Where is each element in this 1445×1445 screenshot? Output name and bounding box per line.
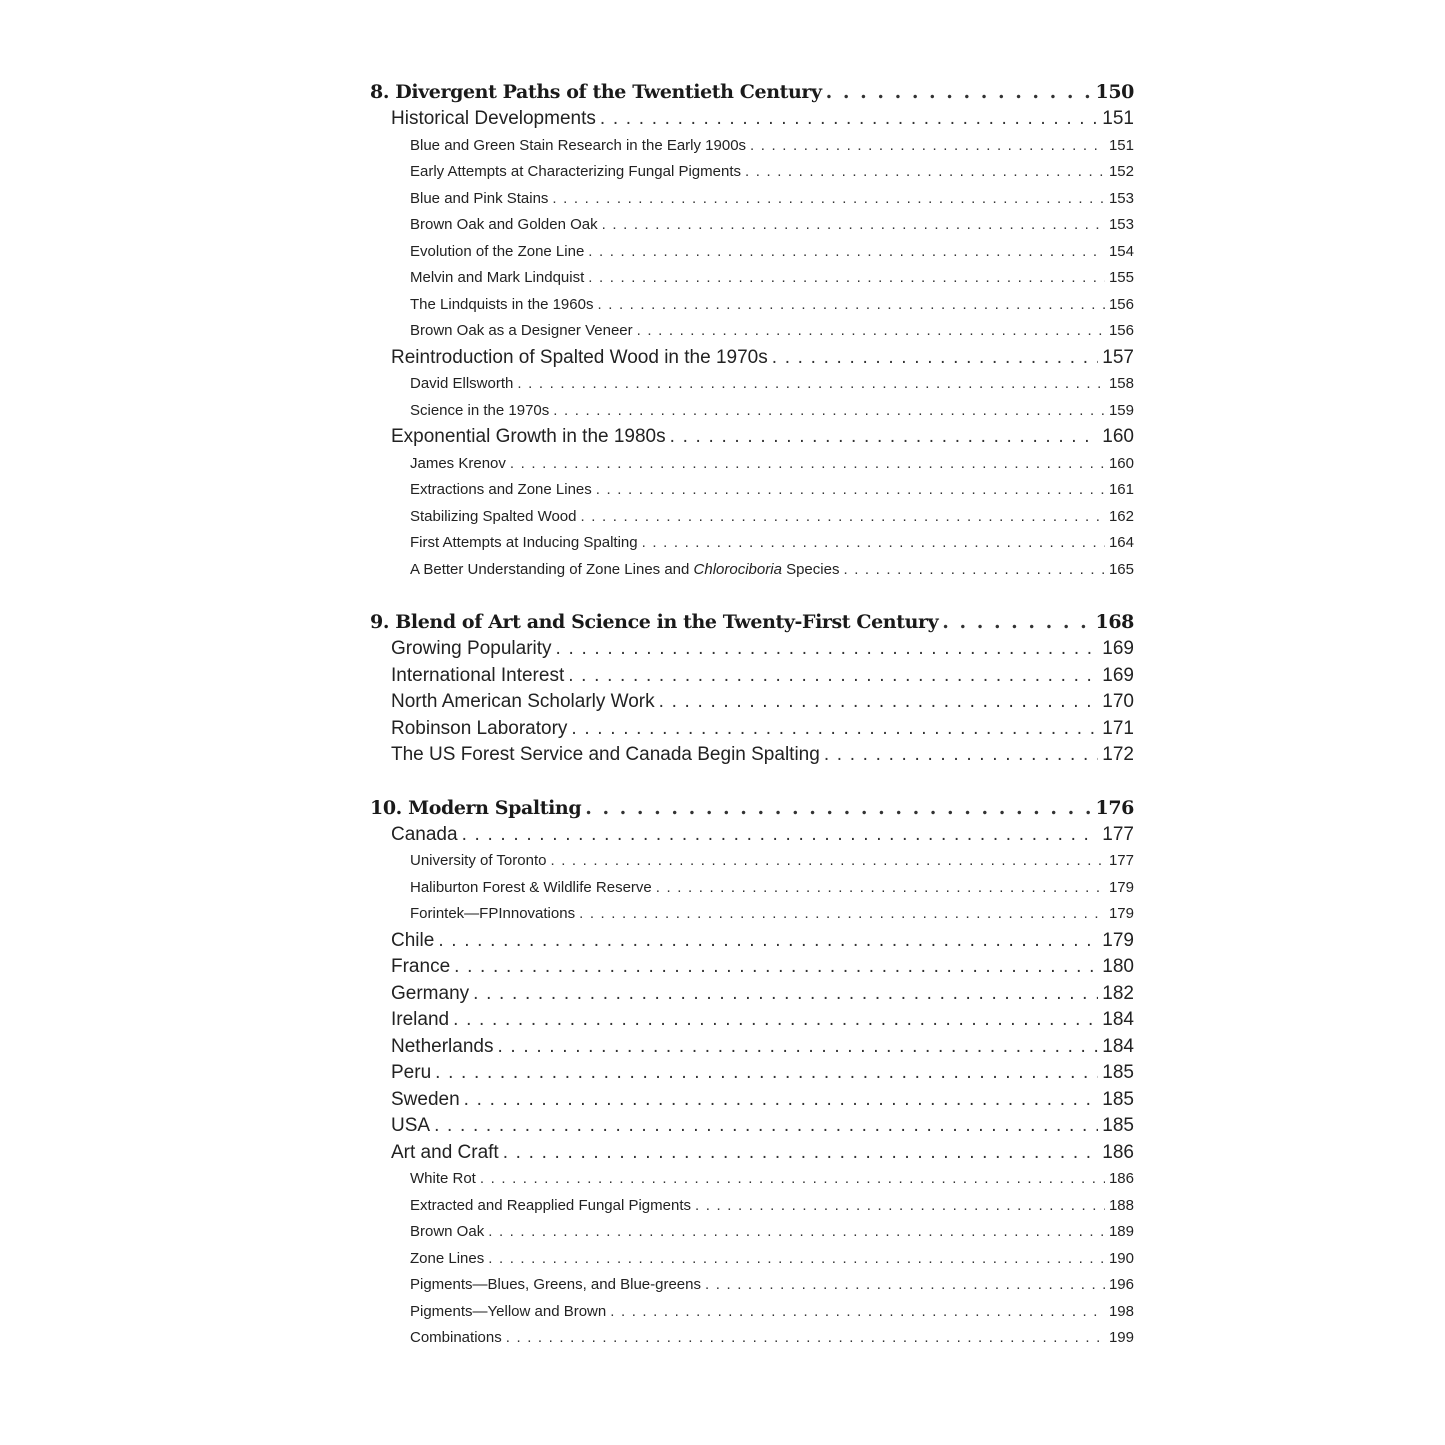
toc-entry-title-text: Reintroduction of Spalted Wood in the 1970s (391, 346, 768, 368)
toc-page-number: 172 (1102, 744, 1134, 765)
toc-entry-title-text: France (391, 956, 451, 977)
toc-entry-title (410, 451, 510, 478)
toc-entry-title (391, 1034, 497, 1061)
toc-page-number: 170 (1102, 691, 1134, 712)
toc-entry-title (410, 292, 597, 319)
toc-section-entry[interactable] (370, 1060, 1134, 1087)
dot-leader (745, 159, 1105, 186)
dot-leader (705, 1272, 1105, 1299)
toc-entry-title-suffix: Species (781, 560, 840, 578)
table-of-contents (370, 79, 1134, 1352)
toc-entry-title (410, 133, 750, 160)
toc-entry-title-text: Sweden (391, 1088, 460, 1110)
toc-sub-entry[interactable] (370, 530, 1134, 557)
toc-page-number: 168 (1095, 611, 1134, 633)
toc-entry-title-text: James Krenov (410, 454, 506, 472)
toc-section-entry[interactable] (370, 981, 1134, 1008)
toc-page-number: 169 (1102, 638, 1134, 659)
toc-chapter-entry[interactable] (370, 795, 1134, 822)
toc-page-number: 196 (1108, 1276, 1134, 1293)
toc-section-entry[interactable] (370, 663, 1134, 690)
toc-entry-title-text: Combinations (410, 1329, 502, 1346)
toc-sub-entry[interactable] (370, 451, 1134, 478)
toc-entry-title-text: Netherlands (391, 1035, 494, 1057)
toc-section-entry[interactable] (370, 742, 1134, 769)
toc-entry-title-text: Science in the 1970s (410, 401, 550, 419)
toc-entry-title-text: International Interest (391, 664, 565, 686)
toc-entry-title-text: USA (391, 1115, 431, 1136)
toc-entry-title (410, 1166, 480, 1193)
dot-leader (453, 1007, 1098, 1034)
toc-sub-entry[interactable] (370, 875, 1134, 902)
dot-leader (610, 1299, 1105, 1326)
toc-sub-entry[interactable] (370, 848, 1134, 875)
dot-leader (510, 451, 1105, 478)
toc-sub-entry[interactable] (370, 371, 1134, 398)
toc-sub-entry[interactable] (370, 212, 1134, 239)
toc-entry-title-text: Pigments—Yellow and Brown (410, 1302, 607, 1320)
toc-entry-title-text: First Attempts at Inducing Spalting (410, 534, 638, 551)
toc-entry-title (410, 1246, 488, 1273)
toc-entry-title-text: Historical Developments (391, 108, 596, 129)
toc-entry-title-text: Forintek—FPInnovations (410, 905, 576, 922)
toc-page-number: 154 (1108, 242, 1134, 260)
toc-entry-title-text: Germany (391, 982, 470, 1004)
toc-entry-title (391, 345, 772, 372)
toc-entry-title (410, 477, 596, 504)
toc-section-entry[interactable] (370, 1034, 1134, 1061)
toc-page-number: 176 (1095, 796, 1134, 819)
dot-leader (600, 106, 1098, 133)
toc-sub-entry[interactable] (370, 398, 1134, 425)
toc-page-number: 199 (1108, 1329, 1134, 1346)
toc-sub-entry[interactable] (370, 186, 1134, 213)
dot-leader (434, 1113, 1098, 1140)
dot-leader (596, 477, 1105, 504)
toc-entry-title-text: Canada (391, 823, 458, 845)
toc-entry-title (410, 265, 588, 292)
toc-page-number: 184 (1102, 1009, 1134, 1030)
toc-spacer (370, 769, 1134, 795)
toc-entry-title-text: 10. Modern Spalting (370, 796, 582, 819)
toc-sub-entry[interactable] (370, 1246, 1134, 1273)
toc-entry-title-text: 9. Blend of Art and Science in the Twenty-First Century (370, 611, 939, 633)
toc-sub-entry[interactable] (370, 1219, 1134, 1246)
dot-leader (942, 609, 1091, 636)
toc-sub-entry[interactable] (370, 1272, 1134, 1299)
toc-chapter-entry[interactable] (370, 609, 1134, 636)
toc-page-number: 184 (1102, 1035, 1134, 1057)
toc-entry-title (410, 1325, 506, 1352)
dot-leader (550, 848, 1105, 875)
dot-leader (462, 822, 1099, 849)
toc-entry-title (410, 1299, 610, 1326)
toc-page-number: 198 (1108, 1302, 1134, 1320)
toc-entry-title-text: Exponential Growth in the 1980s (391, 426, 666, 447)
toc-entry-title-text: Chile (391, 929, 435, 951)
dot-leader (568, 663, 1098, 690)
toc-page-number: 164 (1108, 534, 1134, 551)
toc-entry-title (410, 504, 581, 531)
dot-leader (503, 1140, 1099, 1167)
toc-entry-title (410, 530, 642, 557)
toc-page-number: 153 (1108, 189, 1134, 207)
toc-entry-title (391, 822, 462, 849)
toc-sub-entry[interactable] (370, 318, 1134, 345)
toc-entry-title (391, 981, 473, 1008)
toc-entry-title (370, 795, 585, 822)
toc-entry-title-text: Peru (391, 1062, 432, 1083)
toc-page-number: 156 (1108, 295, 1134, 313)
toc-page-number: 186 (1102, 1141, 1134, 1163)
toc-page-number: 188 (1108, 1196, 1134, 1214)
toc-sub-entry[interactable] (370, 133, 1134, 160)
toc-entry-title (391, 928, 438, 955)
toc-page-number: 158 (1108, 375, 1134, 392)
toc-page-number: 186 (1108, 1170, 1134, 1187)
toc-sub-entry[interactable] (370, 239, 1134, 266)
toc-entry-title-text: Brown Oak as a Designer Veneer (410, 322, 633, 339)
toc-entry-title (410, 557, 843, 584)
toc-entry-title-text: Blue and Pink Stains (410, 189, 549, 207)
dot-leader (552, 186, 1105, 213)
toc-entry-title (391, 689, 659, 716)
toc-entry-title-text: White Rot (410, 1170, 476, 1187)
dot-leader (553, 398, 1105, 425)
toc-entry-title (391, 1007, 453, 1034)
toc-entry-title (410, 318, 637, 345)
dot-leader (556, 636, 1099, 663)
toc-page-number: 171 (1102, 717, 1134, 739)
toc-entry-title (370, 79, 826, 106)
dot-leader (588, 239, 1105, 266)
dot-leader (497, 1034, 1098, 1061)
toc-section-entry[interactable] (370, 822, 1134, 849)
toc-entry-title-text: Brown Oak and Golden Oak (410, 216, 598, 233)
toc-entry-title (410, 875, 656, 902)
toc-entry-title (391, 1060, 435, 1087)
toc-entry-title-italic: Chlorociboria (693, 560, 782, 578)
toc-entry-title (410, 1193, 695, 1220)
toc-page-number: 179 (1102, 929, 1134, 951)
toc-entry-title-text: Haliburton Forest & Wildlife Reserve (410, 878, 652, 896)
toc-entry-title (391, 636, 556, 663)
toc-entry-title (410, 1219, 488, 1246)
toc-entry-title (410, 371, 517, 398)
toc-section-entry[interactable] (370, 1007, 1134, 1034)
toc-page-number: 156 (1108, 322, 1134, 339)
toc-page-number: 179 (1108, 878, 1134, 896)
toc-entry-title (391, 663, 568, 690)
toc-entry-title (410, 159, 745, 186)
toc-entry-title-text: Brown Oak (410, 1223, 485, 1240)
dot-leader (488, 1219, 1105, 1246)
toc-section-entry[interactable] (370, 424, 1134, 451)
toc-page-number: 150 (1095, 81, 1134, 103)
toc-spacer (370, 583, 1134, 609)
dot-leader (750, 133, 1105, 160)
toc-page-number: 159 (1108, 401, 1134, 419)
dot-leader (454, 954, 1098, 981)
toc-entry-title (410, 398, 553, 425)
dot-leader (637, 318, 1105, 345)
toc-sub-entry[interactable] (370, 265, 1134, 292)
toc-page-number: 160 (1102, 426, 1134, 447)
toc-page-number: 185 (1102, 1115, 1134, 1136)
toc-page-number: 169 (1102, 664, 1134, 686)
toc-entry-title (410, 901, 579, 928)
toc-entry-title (370, 609, 942, 636)
toc-entry-title (391, 954, 454, 981)
dot-leader (579, 901, 1105, 928)
dot-leader (670, 424, 1099, 451)
toc-entry-title-text: A Better Understanding of Zone Lines and (410, 560, 694, 578)
toc-entry-title-text: Extracted and Reapplied Fungal Pigments (410, 1196, 692, 1214)
toc-page-number: 160 (1108, 454, 1134, 472)
dot-leader (488, 1246, 1105, 1273)
toc-entry-title (410, 239, 588, 266)
toc-entry-title-text: The Lindquists in the 1960s (410, 295, 594, 313)
toc-entry-title-text: Pigments—Blues, Greens, and Blue-greens (410, 1276, 701, 1293)
toc-entry-title (391, 1140, 503, 1167)
toc-entry-title-text: David Ellsworth (410, 375, 514, 392)
toc-entry-title-text: Robinson Laboratory (391, 717, 568, 739)
toc-entry-title (391, 742, 824, 769)
toc-section-entry[interactable] (370, 636, 1134, 663)
toc-page-number: 151 (1102, 108, 1134, 129)
toc-page-number: 177 (1102, 823, 1134, 845)
toc-entry-title-text: Stabilizing Spalted Wood (410, 507, 577, 525)
toc-sub-entry[interactable] (370, 504, 1134, 531)
dot-leader (656, 875, 1105, 902)
toc-page-number: 177 (1108, 852, 1134, 869)
toc-entry-title (410, 186, 552, 213)
toc-entry-title-text: The US Forest Service and Canada Begin Spalting (391, 744, 820, 765)
toc-sub-entry[interactable] (370, 1166, 1134, 1193)
dot-leader (597, 292, 1105, 319)
toc-page-number: 161 (1108, 481, 1134, 498)
toc-entry-title-text: Evolution of the Zone Line (410, 242, 585, 260)
toc-sub-entry[interactable] (370, 901, 1134, 928)
dot-leader (517, 371, 1105, 398)
toc-page-number: 162 (1108, 507, 1134, 525)
toc-page-number: 185 (1102, 1062, 1134, 1083)
toc-entry-title-text: Art and Craft (391, 1141, 499, 1163)
toc-sub-entry[interactable] (370, 292, 1134, 319)
dot-leader (506, 1325, 1105, 1352)
toc-entry-title-text: Early Attempts at Characterizing Fungal Pigments (410, 163, 741, 180)
toc-section-entry[interactable] (370, 928, 1134, 955)
toc-page-number: 185 (1102, 1088, 1134, 1110)
toc-entry-title (391, 106, 600, 133)
toc-page-number: 179 (1108, 905, 1134, 922)
toc-page-number: 155 (1108, 269, 1134, 286)
toc-entry-title-text: University of Toronto (410, 852, 547, 869)
dot-leader (824, 742, 1098, 769)
dot-leader (843, 557, 1105, 584)
toc-page-number: 157 (1102, 346, 1134, 368)
toc-page-number: 151 (1108, 136, 1134, 154)
dot-leader (588, 265, 1105, 292)
toc-entry-title-text: 8. Divergent Paths of the Twentieth Century (370, 81, 822, 103)
toc-page-number: 165 (1108, 560, 1134, 578)
toc-section-entry[interactable] (370, 1140, 1134, 1167)
toc-entry-title (410, 212, 602, 239)
toc-entry-title (391, 1113, 434, 1140)
dot-leader (480, 1166, 1105, 1193)
dot-leader (464, 1087, 1099, 1114)
toc-sub-entry[interactable] (370, 1325, 1134, 1352)
toc-entry-title-text: North American Scholarly Work (391, 691, 655, 712)
toc-section-entry[interactable] (370, 106, 1134, 133)
toc-sub-entry[interactable] (370, 1299, 1134, 1326)
toc-page-number: 190 (1108, 1249, 1134, 1267)
toc-page-number: 152 (1108, 163, 1134, 180)
toc-page-number: 182 (1102, 982, 1134, 1004)
dot-leader (659, 689, 1099, 716)
dot-leader (581, 504, 1105, 531)
dot-leader (571, 716, 1098, 743)
toc-entry-title (410, 1272, 705, 1299)
dot-leader (695, 1193, 1105, 1220)
dot-leader (642, 530, 1105, 557)
toc-section-entry[interactable] (370, 689, 1134, 716)
toc-sub-entry[interactable] (370, 557, 1134, 584)
dot-leader (772, 345, 1099, 372)
toc-section-entry[interactable] (370, 1113, 1134, 1140)
dot-leader (585, 795, 1091, 822)
toc-sub-entry[interactable] (370, 477, 1134, 504)
toc-entry-title-text: Blue and Green Stain Research in the Early 1900s (410, 136, 747, 154)
toc-entry-title-text: Extractions and Zone Lines (410, 481, 592, 498)
toc-sub-entry[interactable] (370, 1193, 1134, 1220)
toc-entry-title-text: Growing Popularity (391, 638, 552, 659)
toc-chapter-entry[interactable] (370, 79, 1134, 106)
dot-leader (438, 928, 1098, 955)
toc-entry-title (391, 424, 670, 451)
toc-entry-title (391, 1087, 464, 1114)
toc-entry-title (410, 848, 550, 875)
toc-page-number: 180 (1102, 956, 1134, 977)
dot-leader (602, 212, 1105, 239)
dot-leader (826, 79, 1092, 106)
toc-entry-title-text: Melvin and Mark Lindquist (410, 269, 585, 286)
toc-page-number: 153 (1108, 216, 1134, 233)
toc-entry-title (391, 716, 571, 743)
toc-sub-entry[interactable] (370, 159, 1134, 186)
toc-section-entry[interactable] (370, 345, 1134, 372)
dot-leader (473, 981, 1098, 1008)
toc-entry-title-text: Ireland (391, 1009, 450, 1030)
toc-section-entry[interactable] (370, 716, 1134, 743)
dot-leader (435, 1060, 1098, 1087)
toc-entry-title-text: Zone Lines (410, 1249, 485, 1267)
toc-page-number: 189 (1108, 1223, 1134, 1240)
toc-section-entry[interactable] (370, 1087, 1134, 1114)
toc-section-entry[interactable] (370, 954, 1134, 981)
